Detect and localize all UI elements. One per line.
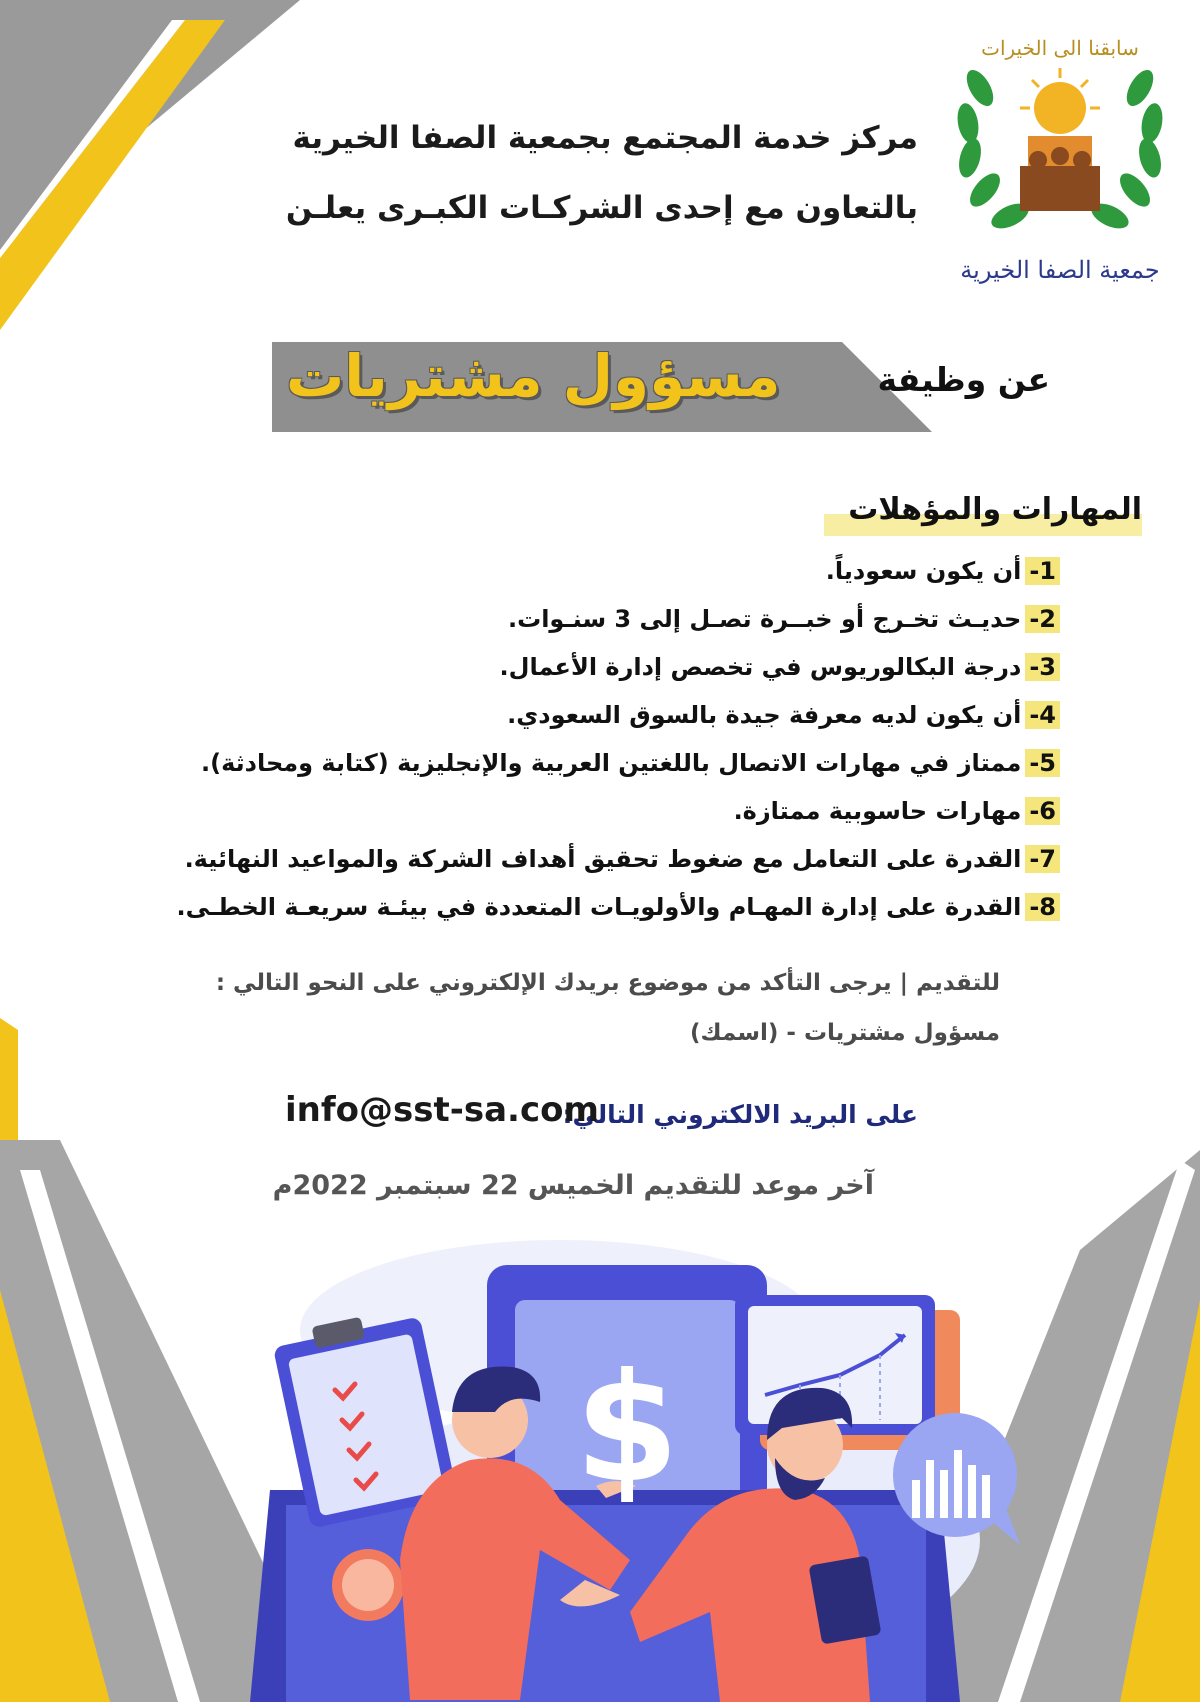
skill-item [508,605,1060,633]
skill-text: القدرة على التعامل مع ضغوط تحقيق أهداف الشركة والمواعيد النهائية. [184,845,1022,873]
skill-item [734,797,1060,825]
skill-item [176,893,1060,921]
email-label: على البريد الالكتروني التالي: [562,1100,918,1129]
skill-number: 1- [1025,557,1060,585]
skill-text: أن يكون لديه معرفة جيدة بالسوق السعودي. [507,701,1022,729]
header-subtitle: بالتعاون مع إحدى الشركـات الكبـرى يعلـن [285,190,918,226]
skills-heading: المهارات والمؤهلات [848,492,1142,527]
skill-number: 3- [1025,653,1060,681]
skill-text: القدرة على إدارة المهـام والأولويـات المتعددة في بيئـة سريعـة الخطـى. [176,893,1022,921]
skill-text: مهارات حاسوبية ممتازة. [733,797,1022,825]
charity-logo [940,18,1180,288]
skill-text: أن يكون سعودياً. [825,557,1022,585]
email-address-link[interactable]: info@sst-sa.com [285,1090,599,1130]
skills-heading-block [848,492,1142,527]
skill-number: 6- [1025,797,1060,825]
skill-item [500,653,1060,681]
skill-number: 7- [1025,845,1060,873]
logo-name: جمعية الصفا الخيرية [960,256,1160,284]
job-title: مسؤول مشتريات [286,342,781,410]
handshake-illustration [250,1240,1020,1702]
apply-instructions: للتقديم | يرجى التأكد من موضوع بريدك الإلكتروني على النحو التالي : [215,970,1000,996]
skill-number: 4- [1025,701,1060,729]
skill-item [185,845,1060,873]
skill-text: حديـث تخـرج أو خبــرة تصـل إلى 3 سنـوات. [507,605,1022,633]
skill-text: درجة البكالوريوس في تخصص إدارة الأعمال. [499,653,1022,681]
skill-item [201,749,1060,777]
skill-number: 8- [1025,893,1060,921]
skill-item [507,701,1060,729]
header-title: مركز خدمة المجتمع بجمعية الصفا الخيرية [292,120,918,156]
skill-number: 5- [1025,749,1060,777]
skill-text: ممتاز في مهارات الاتصال باللغتين العربية والإنجليزية (كتابة ومحادثة). [201,749,1022,777]
left-yellow-strip [0,1018,18,1160]
job-label: عن وظيفة [877,360,1050,399]
skill-number: 2- [1025,605,1060,633]
apply-subject-format: مسؤول مشتريات - (اسمك) [690,1020,1000,1046]
logo-motto: سابقنا الى الخيرات [981,36,1139,60]
application-deadline: آخر موعد للتقديم الخميس 22 سبتمبر 2022م [272,1170,874,1201]
skill-item [826,557,1060,585]
dollar-sign-icon: $ [574,1342,680,1516]
